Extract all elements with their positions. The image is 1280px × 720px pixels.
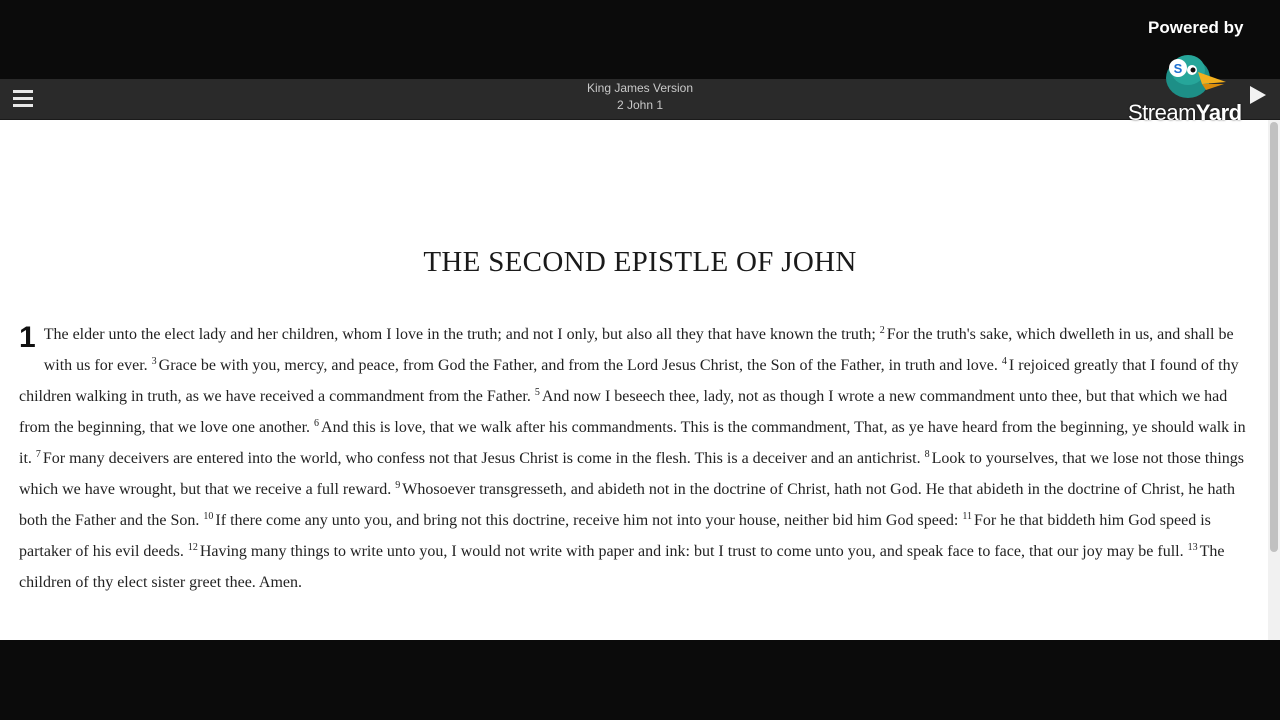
- verse-2: $^2$ For the truth's sake, which dwelleth in us, and shall be with us for ever.: [43, 324, 1234, 374]
- play-icon[interactable]: [1250, 86, 1266, 104]
- verse-10: $^{10}$ If there come any unto you, and bring not this doctrine, receive him not into your house, neither bid him God speed:: [203, 510, 963, 529]
- streamyard-duck-logo: [1158, 48, 1230, 102]
- chapter-text: [19, 319, 1261, 598]
- verse-1: The elder unto the elect lady and her children, whom I love in the truth; and not I only, but also all they that have known the truth;: [43, 326, 880, 343]
- verse-number: 4: [1001, 355, 1007, 367]
- verse-number: 8: [924, 448, 930, 460]
- verse-8: $^8$ Look to yourselves, that we lose not those things which we have wrought, but that we receive a full reward.: [19, 448, 1244, 498]
- verse-number: 5: [534, 386, 540, 398]
- scrollbar-thumb[interactable]: [1270, 122, 1278, 552]
- verse-12: $^{12}$ Having many things to write unto you, I would not write with paper and ink: but I trust to come unto you, and speak face to face, that our joy may be full.: [187, 541, 1188, 560]
- verse-number: 6: [314, 417, 320, 429]
- verse-number: 7: [35, 448, 41, 460]
- verse-number: 13: [1187, 541, 1198, 553]
- verse-number: 11: [962, 510, 972, 522]
- powered-by-label: Powered by: [1148, 18, 1244, 37]
- verse-3: $^3$ Grace be with you, mercy, and peace, from God the Father, and from the Lord Jesus Christ, the Son of the Father, in truth and love.: [151, 355, 1002, 374]
- verse-number: 12: [187, 541, 198, 553]
- verse-4: $^4$ I rejoiced greatly that I found of thy children walking in truth, as we have received a commandment from the Father.: [19, 355, 1239, 405]
- book-title: THE SECOND EPISTLE OF JOHN: [423, 246, 857, 278]
- app-header: [0, 79, 1280, 120]
- video-top-bar: [0, 0, 1280, 79]
- verse-number: 3: [151, 355, 157, 367]
- header-titles: [440, 80, 840, 114]
- verse-6: $^6$ And this is love, that we walk after his commandments. This is the commandment, That, as ye have heard from the beginning, ye should walk in it.: [19, 417, 1246, 467]
- svg-text:S: S: [1173, 61, 1183, 76]
- chapter-reference: 2 John 1: [616, 98, 664, 112]
- version-title: King James Version: [586, 81, 694, 95]
- video-bottom-bar: [0, 640, 1280, 720]
- verse-11: $^{11}$ For he that biddeth him God speed is partaker of his evil deeds.: [19, 510, 1211, 560]
- verse-number: 10: [203, 510, 214, 522]
- verse-13: $^{13}$ The children of thy elect sister greet thee. Amen.: [19, 541, 1225, 591]
- verse-5: $^5$ And now I beseech thee, lady, not as though I wrote a new commandment unto thee, but that which we had from the beginning, that we love one another.: [19, 386, 1228, 436]
- verse-9: $^9$ Whosoever transgresseth, and abideth not in the doctrine of Christ, hath not God. He that abideth in the doctrine of Christ, he hath both the Father and the Son.: [19, 479, 1235, 529]
- chapter-number: 1: [19, 321, 36, 354]
- hamburger-menu-icon[interactable]: [13, 88, 33, 108]
- verse-7: $^7$ For many deceivers are entered into the world, who confess not that Jesus Christ is come in the flesh. This is a deceiver and an antichrist.: [35, 448, 925, 467]
- streamyard-wordmark: StreamYard: [1128, 100, 1242, 125]
- verse-number: 2: [879, 324, 885, 336]
- verse-number: 9: [395, 479, 401, 491]
